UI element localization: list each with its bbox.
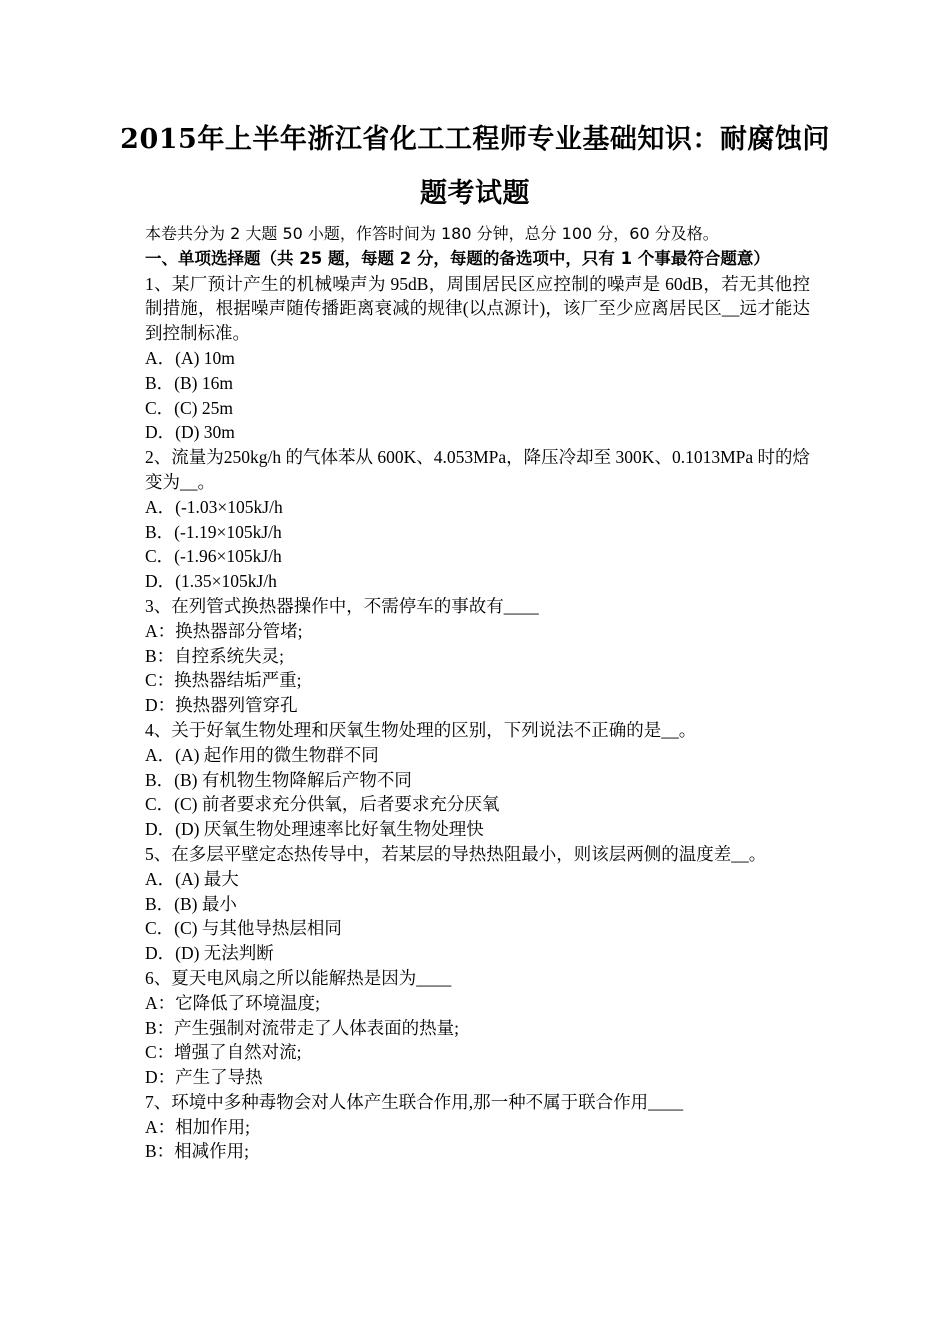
answer-option: D．(D) 30m — [145, 422, 235, 443]
answer-option: A．(-1.03×105kJ/h — [145, 496, 283, 517]
answer-option: D．(1.35×105kJ/h — [145, 571, 277, 592]
answer-option: A．(A) 最大 — [145, 868, 239, 889]
document-body — [145, 222, 810, 1164]
exam-info: 本卷共分为 2 大题 50 小题，作答时间为 180 分钟，总分 100 分，60 分及格。 — [145, 224, 719, 243]
question — [145, 718, 810, 842]
answer-option: A．(A) 10m — [145, 347, 235, 368]
answer-option: D．(D) 厌氧生物处理速率比好氧生物处理快 — [145, 819, 484, 840]
answer-option: D：换热器列管穿孔 — [145, 695, 298, 716]
document-title-line2: 题考试题 — [420, 178, 530, 209]
question — [145, 1090, 810, 1164]
question — [145, 842, 810, 966]
answer-option: B：相减作用; — [145, 1141, 250, 1162]
answer-option: A：它降低了环境温度; — [145, 992, 320, 1013]
answer-option: C．(-1.96×105kJ/h — [145, 546, 282, 567]
answer-option: A．(A) 起作用的微生物群不同 — [145, 744, 379, 765]
answer-option: C：换热器结垢严重; — [145, 670, 302, 691]
document-title-line1: 2015年上半年浙江省化工工程师专业基础知识：耐腐蚀问 — [120, 124, 830, 155]
answer-option: D：产生了导热 — [145, 1067, 263, 1088]
question-stem: 5、在多层平壁定态热传导中，若某层的导热热阻最小，则该层两侧的温度差__。 — [145, 843, 767, 864]
answer-option: C．(C) 25m — [145, 397, 233, 418]
answer-option: B．(-1.19×105kJ/h — [145, 521, 282, 542]
question-stem: 1、某厂预计产生的机械噪声为 95dB，周围居民区应控制的噪声是 60dB，若无其他控制措施，根据噪声随传播距离衰减的规律(以点源计)，该厂至少应离居民区__远才能达到控制标准。 — [145, 273, 810, 344]
question-stem: 6、夏天电风扇之所以能解热是因为____ — [145, 967, 452, 988]
answer-option: C：增强了自然对流; — [145, 1042, 302, 1063]
question — [145, 445, 810, 594]
answer-option: D．(D) 无法判断 — [145, 943, 274, 964]
question-stem: 2、流量为250kg/h 的气体苯从 600K、4.053MPa，降压冷却至 300K、0.1013MPa 时的焓变为__。 — [145, 447, 811, 492]
answer-option: B：自控系统失灵; — [145, 645, 285, 666]
answer-option: B：产生强制对流带走了人体表面的热量; — [145, 1017, 460, 1038]
answer-option: C．(C) 前者要求充分供氧，后者要求充分厌氧 — [145, 794, 500, 815]
answer-option: B．(B) 最小 — [145, 893, 237, 914]
question-stem: 4、关于好氧生物处理和厌氧生物处理的区别，下列说法不正确的是__。 — [145, 719, 697, 740]
answer-option: B．(B) 16m — [145, 372, 233, 393]
section-heading: 一、单项选择题（共 25 题，每题 2 分，每题的备选项中，只有 1 个事最符合题意） — [145, 248, 770, 268]
answer-option: A：换热器部分管堵; — [145, 620, 303, 641]
question-stem: 7、环境中多种毒物会对人体产生联合作用,那一种不属于联合作用____ — [145, 1091, 684, 1112]
question — [145, 594, 810, 718]
question — [145, 966, 810, 1090]
question — [145, 272, 810, 446]
answer-option: B．(B) 有机物生物降解后产物不同 — [145, 769, 412, 790]
answer-option: C．(C) 与其他导热层相同 — [145, 918, 342, 939]
question-stem: 3、在列管式换热器操作中，不需停车的事故有____ — [145, 595, 539, 616]
answer-option: A：相加作用; — [145, 1116, 250, 1137]
